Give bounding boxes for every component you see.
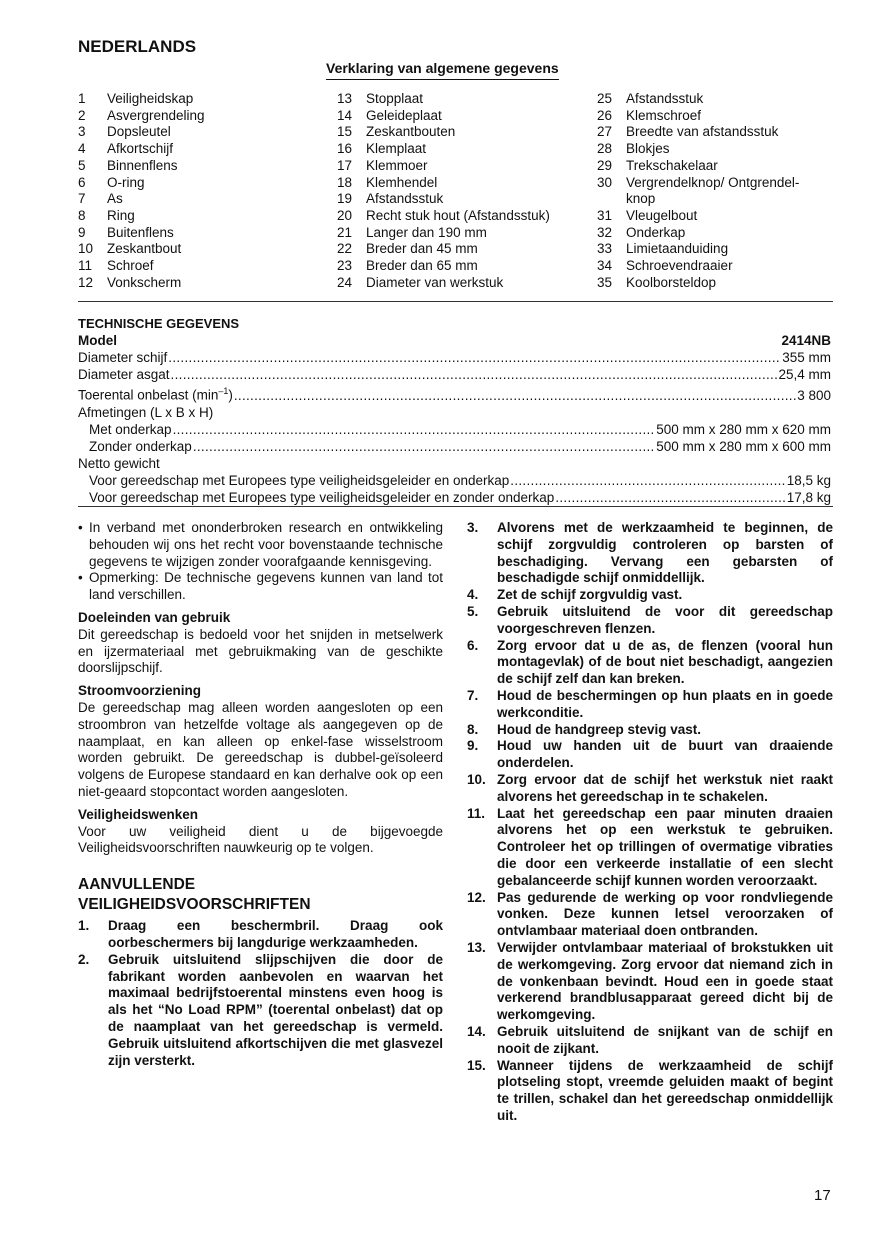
part-label: Afkortschijf (107, 141, 174, 157)
part-item (78, 275, 318, 292)
model-value: 2414NB (781, 333, 831, 348)
parts-column-1 (78, 91, 318, 291)
spec-value: 3 800 (797, 387, 831, 403)
part-item (337, 241, 587, 258)
part-number: 1 (78, 91, 86, 106)
bullet-icon: • (78, 570, 83, 586)
part-label: Vleugelbout (626, 207, 698, 223)
part-number: 35 (597, 274, 613, 290)
part-label: Trekschakelaar (626, 157, 718, 173)
part-number: 26 (597, 107, 613, 123)
part-number: 4 (78, 141, 86, 157)
part-number: 33 (597, 241, 613, 257)
list-item: • In verband met ononderbroken research en ontwikkeling behouden wij ons het recht voor bovenstaande technische gegevens te wijzigen zonder voorafgaande kennisgeving. (78, 520, 443, 569)
safety-text: Voor uw veiligheid dient u de bijgevoegde Veiligheidsvoorschriften nauwkeurig op te volgen. (78, 823, 443, 856)
rule-item: 5. Gebruik uitsluitend de voor dit gereedschap voorgeschreven flenzen. (467, 603, 833, 636)
spec-row (78, 438, 831, 455)
divider-line (78, 506, 833, 507)
part-item (597, 175, 837, 208)
spec-value: 500 mm x 280 mm x 620 mm (656, 421, 831, 437)
part-item (337, 191, 587, 208)
part-number: 12 (78, 274, 94, 290)
part-item (337, 275, 587, 292)
rule-item: 14. Gebruik uitsluitend de snijkant van de schijf en nooit de zijkant. (467, 1023, 833, 1056)
part-item (337, 158, 587, 175)
part-label: Breder dan 65 mm (366, 258, 478, 274)
part-number: 31 (597, 207, 613, 223)
spec-row (78, 366, 831, 383)
spec-label: Voor gereedschap met Europees type veiligheidsgeleider en onderkap (89, 472, 510, 488)
spec-label: Diameter schijf (78, 350, 168, 365)
rule-item: 3. Alvorens met de werkzaamheid te beginnen, de schijf zorgvuldig controleren op barsten of beschadiging. Vervang een gebarsten of beschadigde schijf onmiddellijk. (467, 520, 833, 586)
list-item: • Opmerking: De technische gegevens kunnen van land tot land verschillen. (78, 570, 443, 603)
rule-item: 12. Pas gedurende de werking op voor rondvliegende vonken. Deze kunnen letsel veroorzaken of ontvlambaar materiaal doen ontbranden. (467, 889, 833, 939)
part-label: Klemmoer (366, 157, 428, 173)
part-label: Klemschroef (626, 107, 702, 123)
extra-safety-heading: AANVULLENDE VEILIGHEIDSVOORSCHRIFTEN (78, 876, 311, 914)
part-number: 29 (597, 157, 613, 173)
part-item (597, 141, 837, 158)
right-column (467, 520, 833, 1125)
part-label: Breedte van afstandsstuk (626, 124, 779, 140)
page-number: 17 (814, 1187, 831, 1204)
spec-row (78, 489, 831, 506)
rule-item: 13. Verwijder ontvlambaar materiaal of brokstukken uit de werkomgeving. Zorg ervoor dat niemand zich in de vonkenbaan bevindt. Houd een in goede staat verkerend brandblusapparaat gereed dicht bij de werkomgeving. (467, 939, 833, 1023)
part-label: Limietaanduiding (626, 241, 729, 257)
part-item (78, 124, 318, 141)
part-label: Dopsleutel (107, 124, 171, 140)
part-item (337, 225, 587, 242)
part-item (597, 158, 837, 175)
dimensions-label: Afmetingen (L x B x H) (78, 404, 214, 420)
part-label: Schroef (107, 258, 154, 274)
part-label: Langer dan 190 mm (366, 224, 487, 240)
part-item (337, 124, 587, 141)
rule-item: 6. Zorg ervoor dat u de as, de flenzen (vooral hun montagevlak) of de bout niet beschadigt, aangezien de schijf zelf dan kan breken. (467, 637, 833, 687)
part-number: 3 (78, 124, 86, 140)
part-label: Buitenflens (107, 224, 174, 240)
part-item (78, 208, 318, 225)
part-item (78, 91, 318, 108)
part-item (78, 258, 318, 275)
part-item (597, 91, 837, 108)
part-item (337, 141, 587, 158)
part-label: As (107, 191, 123, 207)
part-item (597, 124, 837, 141)
part-item (78, 108, 318, 125)
spec-row (78, 383, 831, 404)
part-label: Schroevendraaier (626, 258, 733, 274)
part-label: Klemhendel (366, 174, 438, 190)
safety-heading: Veiligheidswenken (78, 806, 199, 822)
part-label: Breder dan 45 mm (366, 241, 478, 257)
spec-row (78, 349, 831, 366)
part-number: 2 (78, 107, 86, 123)
left-column (78, 520, 443, 1069)
part-number: 17 (337, 157, 353, 173)
part-item (597, 258, 837, 275)
part-item (597, 208, 837, 225)
part-item (78, 225, 318, 242)
part-number: 22 (337, 241, 353, 257)
part-number: 11 (78, 258, 93, 274)
divider-line (78, 301, 833, 302)
rule-item: 4. Zet de schijf zorgvuldig vast. (467, 587, 683, 603)
model-label: Model (78, 333, 117, 348)
part-item (597, 275, 837, 292)
part-item (337, 258, 587, 275)
spec-row (78, 472, 831, 489)
part-item (337, 108, 587, 125)
part-number: 14 (337, 107, 353, 123)
part-item (78, 141, 318, 158)
spec-row (78, 421, 831, 438)
part-item (78, 241, 318, 258)
part-label: Asvergrendeling (107, 107, 205, 123)
model-row (78, 332, 831, 349)
rule-item: 10. Zorg ervoor dat de schijf het werkstuk niet raakt alvorens het gereedschap in te schakelen. (467, 771, 833, 804)
rule-item: 8. Houd de handgreep stevig vast. (467, 721, 702, 737)
parts-column-3 (597, 91, 837, 291)
part-label: O-ring (107, 174, 145, 190)
rule-item: 7. Houd de beschermingen op hun plaats en in goede werkconditie. (467, 687, 833, 720)
part-number: 32 (597, 224, 613, 240)
part-number: 23 (337, 258, 353, 274)
spec-label: Toerental onbelast $(\min^{-1})$ (78, 386, 233, 403)
part-item (78, 175, 318, 192)
part-number: 9 (78, 224, 86, 240)
rule-item: 1. Draag een beschermbril. Draag ook oorbeschermers bij langdurige werkzaamheden. (78, 918, 443, 950)
spec-label: Voor gereedschap met Europees type veiligheidsgeleider en zonder onderkap (89, 489, 555, 505)
weight-label: Netto gewicht (78, 455, 160, 471)
bullet-icon: • (78, 520, 83, 535)
part-label: Zeskantbout (107, 241, 182, 257)
spec-value: 25,4 mm (778, 367, 831, 382)
power-heading: Stroomvoorziening (78, 683, 202, 699)
part-item (597, 241, 837, 258)
rule-item: 15. Wanneer tijdens de werkzaamheid de schijf plotseling stopt, vreemde geluiden maakt of begint te trillen, schakel dan het gereedschap onmiddellijk uit. (467, 1057, 833, 1123)
part-number: 16 (337, 141, 353, 157)
spec-label: Met onderkap (89, 421, 172, 437)
spec-value: 17,8 kg (786, 489, 831, 505)
part-number: 10 (78, 241, 94, 257)
part-label: Ring (107, 207, 135, 223)
parts-column-2 (337, 91, 587, 291)
part-label: Recht stuk hout (Afstandsstuk) (366, 207, 550, 223)
section-title: Verklaring van algemene gegevens (326, 60, 559, 80)
part-item (78, 158, 318, 175)
spec-value: 500 mm x 280 mm x 600 mm (656, 438, 831, 454)
spec-label: Zonder onderkap (89, 438, 192, 454)
part-label: Blokjes (626, 141, 670, 157)
spec-value: 18,5 kg (786, 472, 831, 488)
power-text: De gereedschap mag alleen worden aangesloten op een stroombron van hetzelfde voltage als aangegeven op de naamplaat, en kan alleen op enkel-fase wisselstroom worden gebruikt. De gereedschap is dubbel-geïsoleerd volgens de Europese standaard en kan derhalve ook op een niet-geaard stopcontact worden aangesloten. (78, 699, 443, 799)
part-number: 34 (597, 258, 613, 274)
part-item (337, 91, 587, 108)
part-number: 7 (78, 191, 86, 207)
part-number: 24 (337, 274, 353, 290)
part-label: Stopplaat (366, 91, 424, 106)
part-number: 15 (337, 124, 353, 140)
part-label: Koolborsteldop (626, 274, 717, 290)
part-number: 25 (597, 91, 613, 106)
part-label: Onderkap (626, 224, 686, 240)
part-label: Geleideplaat (366, 107, 442, 123)
part-number: 28 (597, 141, 613, 157)
part-number: 5 (78, 157, 86, 173)
part-label: Vergrendelknop/ Ontgrendel- knop (626, 174, 800, 207)
part-label: Diameter van werkstuk (366, 274, 504, 290)
part-number: 27 (597, 124, 613, 140)
part-label: Afstandsstuk (626, 91, 704, 106)
rule-item: 11. Laat het gereedschap een paar minuten draaien alvorens het op een werkstuk te gebruiken. Controleer het op trillingen of overmatige vibraties die door een verkeerde installatie of een slecht gebalanceerde schijf kunnen worden veroorzaakt. (467, 805, 833, 888)
part-item (337, 208, 587, 225)
part-number: 8 (78, 207, 86, 223)
part-label: Veiligheidskap (107, 91, 194, 106)
part-label: Binnenflens (107, 157, 178, 173)
part-number: 30 (597, 174, 613, 190)
rule-item: 2. Gebruik uitsluitend slijpschijven die door de fabrikant worden aanbevolen en waarvan het maximaal bedrijfstoerental minstens even hoog is als het “No Load RPM” (toerental onbelast) dat op de naamplaat van het gereedschap is vermeld. Gebruik uitsluitend afkortschijven die met glasvezel zijn versterkt. (78, 951, 443, 1068)
part-number: 18 (337, 174, 353, 190)
part-item (597, 225, 837, 242)
part-number: 19 (337, 191, 353, 207)
technical-specs (78, 315, 831, 506)
language-heading: NEDERLANDS (78, 37, 197, 56)
part-number: 21 (337, 224, 353, 240)
specs-title: TECHNISCHE GEGEVENS (78, 316, 240, 331)
purpose-heading: Doeleinden van gebruik (78, 609, 231, 625)
part-number: 6 (78, 174, 86, 190)
part-item (78, 191, 318, 208)
part-label: Klemplaat (366, 141, 427, 157)
part-item (597, 108, 837, 125)
part-label: Vonkscherm (107, 274, 182, 290)
part-label: Afstandsstuk (366, 191, 444, 207)
spec-value: 355 mm (782, 350, 831, 365)
part-item (337, 175, 587, 192)
spec-label: Diameter asgat (78, 367, 170, 382)
rule-item: 9. Houd uw handen uit de buurt van draaiende onderdelen. (467, 738, 833, 771)
purpose-text: Dit gereedschap is bedoeld voor het snijden in metselwerk en ijzermateriaal met gebruikmaking van de geschikte doorslijpschijf. (78, 626, 443, 676)
part-number: 13 (337, 91, 353, 106)
part-number: 20 (337, 207, 353, 223)
part-label: Zeskantbouten (366, 124, 456, 140)
